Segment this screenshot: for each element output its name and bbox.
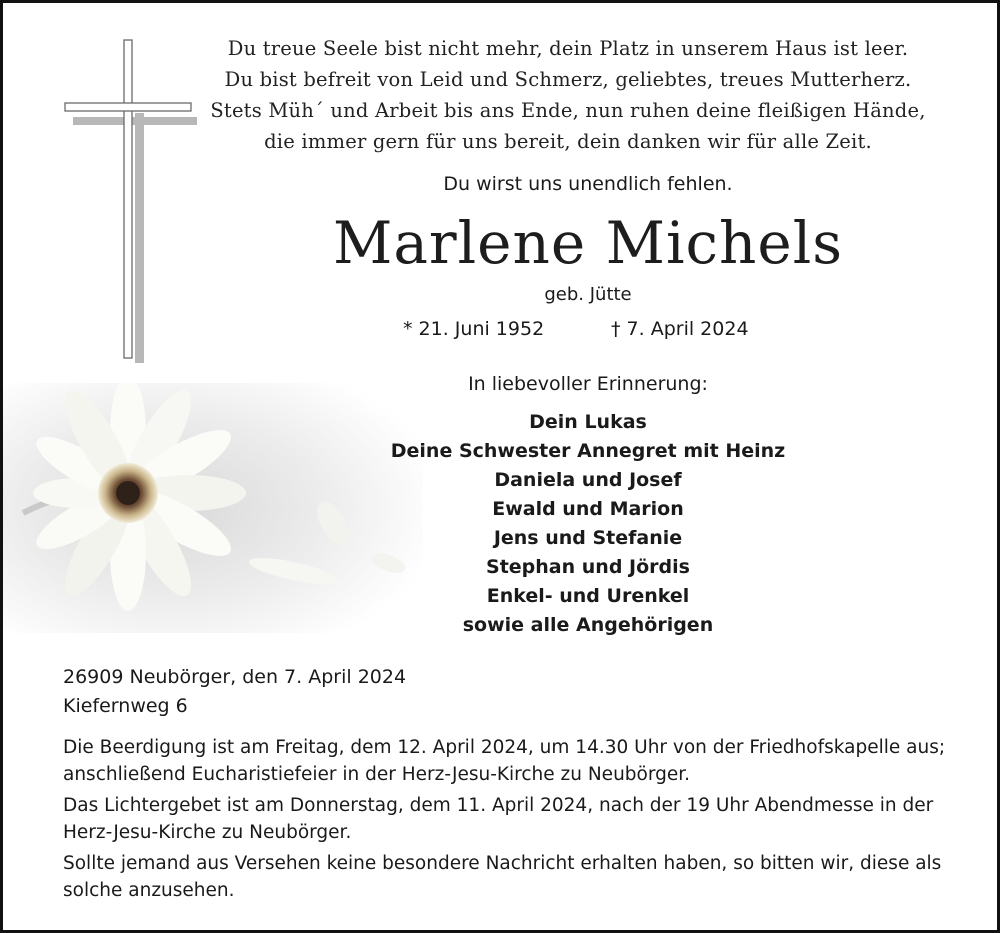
tagline: Du wirst uns unendlich fehlen. [443,173,733,195]
family-member: Jens und Stefanie [493,527,683,549]
poem [208,33,928,157]
family-member: Enkel- und Urenkel [486,585,690,607]
birth-date: * 21. Juni 1952 [403,318,545,340]
family-member: Daniela und Josef [494,469,682,491]
family-member: Deine Schwester Annegret mit Heinz [390,440,786,462]
life-dates [303,318,873,344]
family-member: Ewald und Marion [492,498,684,520]
note-paragraph: Sollte jemand aus Versehen keine besondere Nachricht erhalten haben, so bitten wir, diese als solche anzusehen. [63,853,942,901]
remembrance-heading: In liebevoller Erinnerung: [468,373,708,395]
poem-line: Du treue Seele bist nicht mehr, dein Platz in unserem Haus ist leer. [227,37,909,60]
family-list [303,408,873,640]
poem-line: die immer gern für uns bereit, dein danken wir für alle Zeit. [264,130,872,153]
poem-line: Stets Müh´ und Arbeit bis ans Ende, nun ruhen deine fleißigen Hände, [210,99,926,122]
cross-icon [61,37,201,367]
funeral-paragraph: Die Beerdigung ist am Freitag, dem 12. April 2024, um 14.30 Uhr von der Friedhofskapelle aus; anschließend Eucharistiefeier in der Herz-Jesu-Kirche zu Neubörger. [63,737,946,785]
address-line-place-date: 26909 Neubörger, den 7. April 2024 [63,666,407,688]
address-block [63,663,406,721]
death-date: † 7. April 2024 [611,318,749,340]
prayer-paragraph: Das Lichtergebet ist am Donnerstag, dem 11. April 2024, nach der 19 Uhr Abendmesse in der Herz-Jesu-Kirche zu Neubörger. [63,795,934,843]
poem-line: Du bist befreit von Leid und Schmerz, geliebtes, treues Mutterherz. [224,68,912,91]
address-line-street: Kiefernweg 6 [63,695,188,717]
maiden-name: geb. Jütte [544,284,632,305]
deceased-name: Marlene Michels [332,209,844,277]
family-member: Dein Lukas [529,411,647,433]
family-member: sowie alle Angehörigen [462,614,714,636]
family-member: Stephan und Jördis [486,556,690,578]
